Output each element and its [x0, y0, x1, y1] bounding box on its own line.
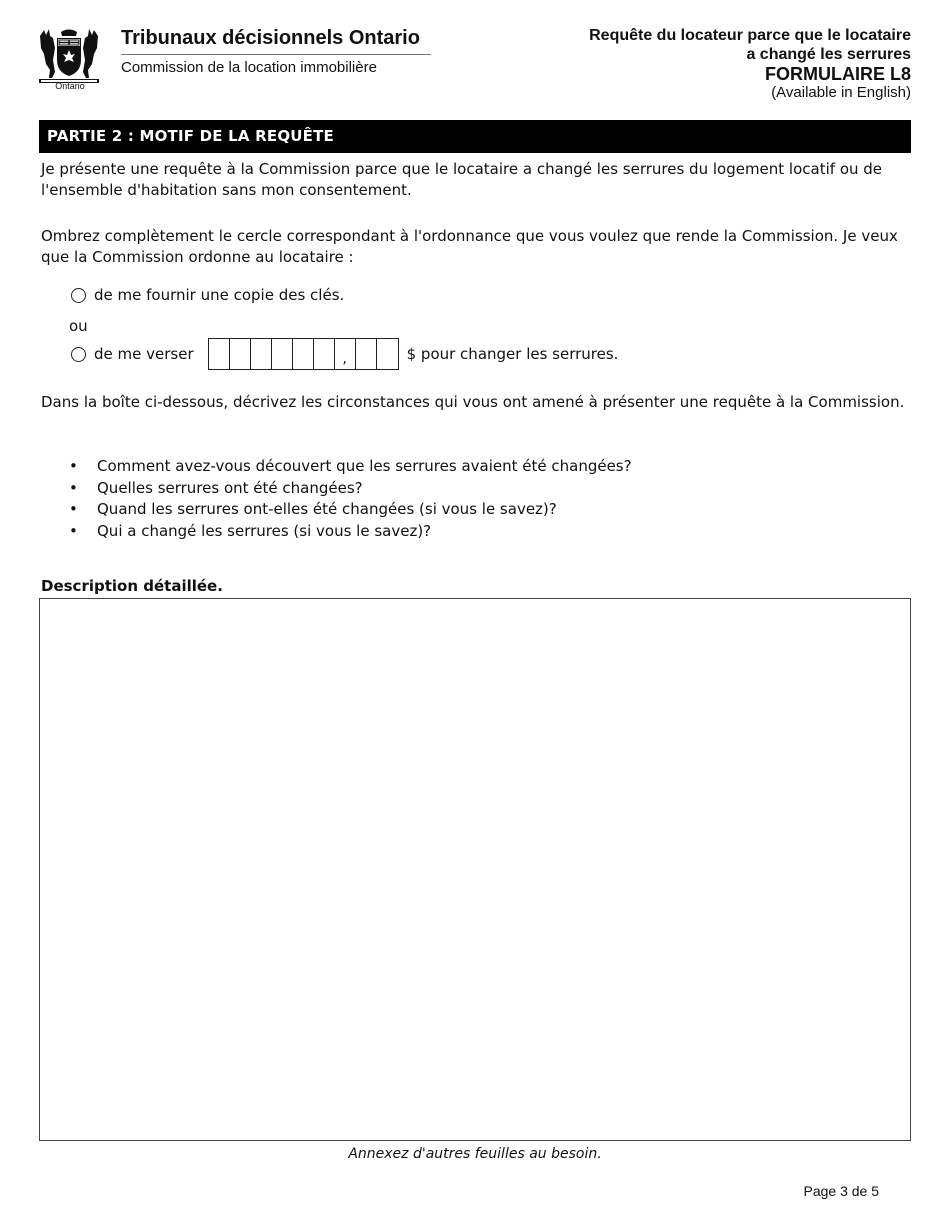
intro-paragraph-1: Je présente une requête à la Commission parce que le locataire a changé les serrures du logement locatif ou de l'ensemble d'habitation sans mon consentement.	[41, 160, 883, 199]
bullet-icon: •	[69, 478, 78, 497]
amount-digit-cell[interactable]	[209, 339, 230, 369]
option-keys-copy[interactable]	[71, 285, 344, 306]
description-label: Description détaillée.	[41, 577, 223, 595]
form-header	[0, 0, 950, 110]
bullet-icon: •	[69, 457, 78, 475]
option-pay-amount-suffix: $ pour changer les serrures.	[406, 344, 619, 363]
keys-copy-radio[interactable]	[71, 288, 86, 303]
list-item: • Quelles serrures ont été changées?	[41, 478, 901, 500]
or-label: ou	[69, 317, 88, 335]
circumstances-questions	[41, 456, 901, 542]
bullet-icon: •	[69, 500, 78, 518]
description-textarea[interactable]	[39, 598, 911, 1141]
agency-title: Tribunaux décisionnels Ontario	[121, 26, 431, 55]
section-title: PARTIE 2 : MOTIF DE LA REQUÊTE	[39, 120, 911, 153]
amount-digit-cell[interactable]	[251, 339, 272, 369]
amount-input[interactable]	[208, 338, 399, 370]
amount-digit-cell[interactable]	[272, 339, 293, 369]
attach-note: Annexez d'autres feuilles au besoin.	[348, 1146, 602, 1162]
list-item: • Qui a changé les serrures (si vous le savez)?	[41, 521, 901, 543]
form-number: FORMULAIRE L8	[765, 64, 911, 84]
intro-paragraph-2: Ombrez complètement le cercle correspondant à l'ordonnance que vous voulez que rende la Commission. Je veux que la Commission ordonne au locataire :	[41, 227, 898, 266]
option-keys-copy-label: de me fournir une copie des clés.	[94, 286, 345, 304]
agency-subtitle: Commission de la location immobilière	[121, 59, 377, 76]
page-number: Page 3 de 5	[803, 1183, 879, 1199]
list-item: • Quand les serrures ont-elles été changées (si vous le savez)?	[41, 499, 901, 521]
amount-cents-cell[interactable]	[377, 339, 398, 369]
amount-decimal-separator: ,	[335, 339, 356, 369]
logo-caption: Ontario	[55, 81, 85, 91]
amount-digit-cell[interactable]	[314, 339, 335, 369]
bullet-icon: •	[69, 521, 78, 540]
form-title-line1: Requête du locateur parce que le locataire	[589, 27, 911, 44]
form-title-line2: a changé les serrures	[746, 46, 911, 63]
pay-amount-radio[interactable]	[71, 347, 86, 362]
form-alt-language: (Available in English)	[771, 84, 911, 101]
amount-digit-cell[interactable]	[230, 339, 251, 369]
amount-digit-cell[interactable]	[293, 339, 314, 369]
form-identification	[491, 26, 911, 101]
list-item: • Comment avez-vous découvert que les serrures avaient été changées?	[41, 456, 901, 478]
amount-cents-cell[interactable]	[356, 339, 377, 369]
circumstances-paragraph: Dans la boîte ci-dessous, décrivez les circonstances qui vous ont amené à présenter une requête à la Commission.	[41, 393, 905, 411]
agency-block	[121, 26, 431, 77]
option-pay-amount[interactable]	[71, 338, 618, 370]
option-pay-amount-prefix: de me verser	[94, 344, 194, 363]
